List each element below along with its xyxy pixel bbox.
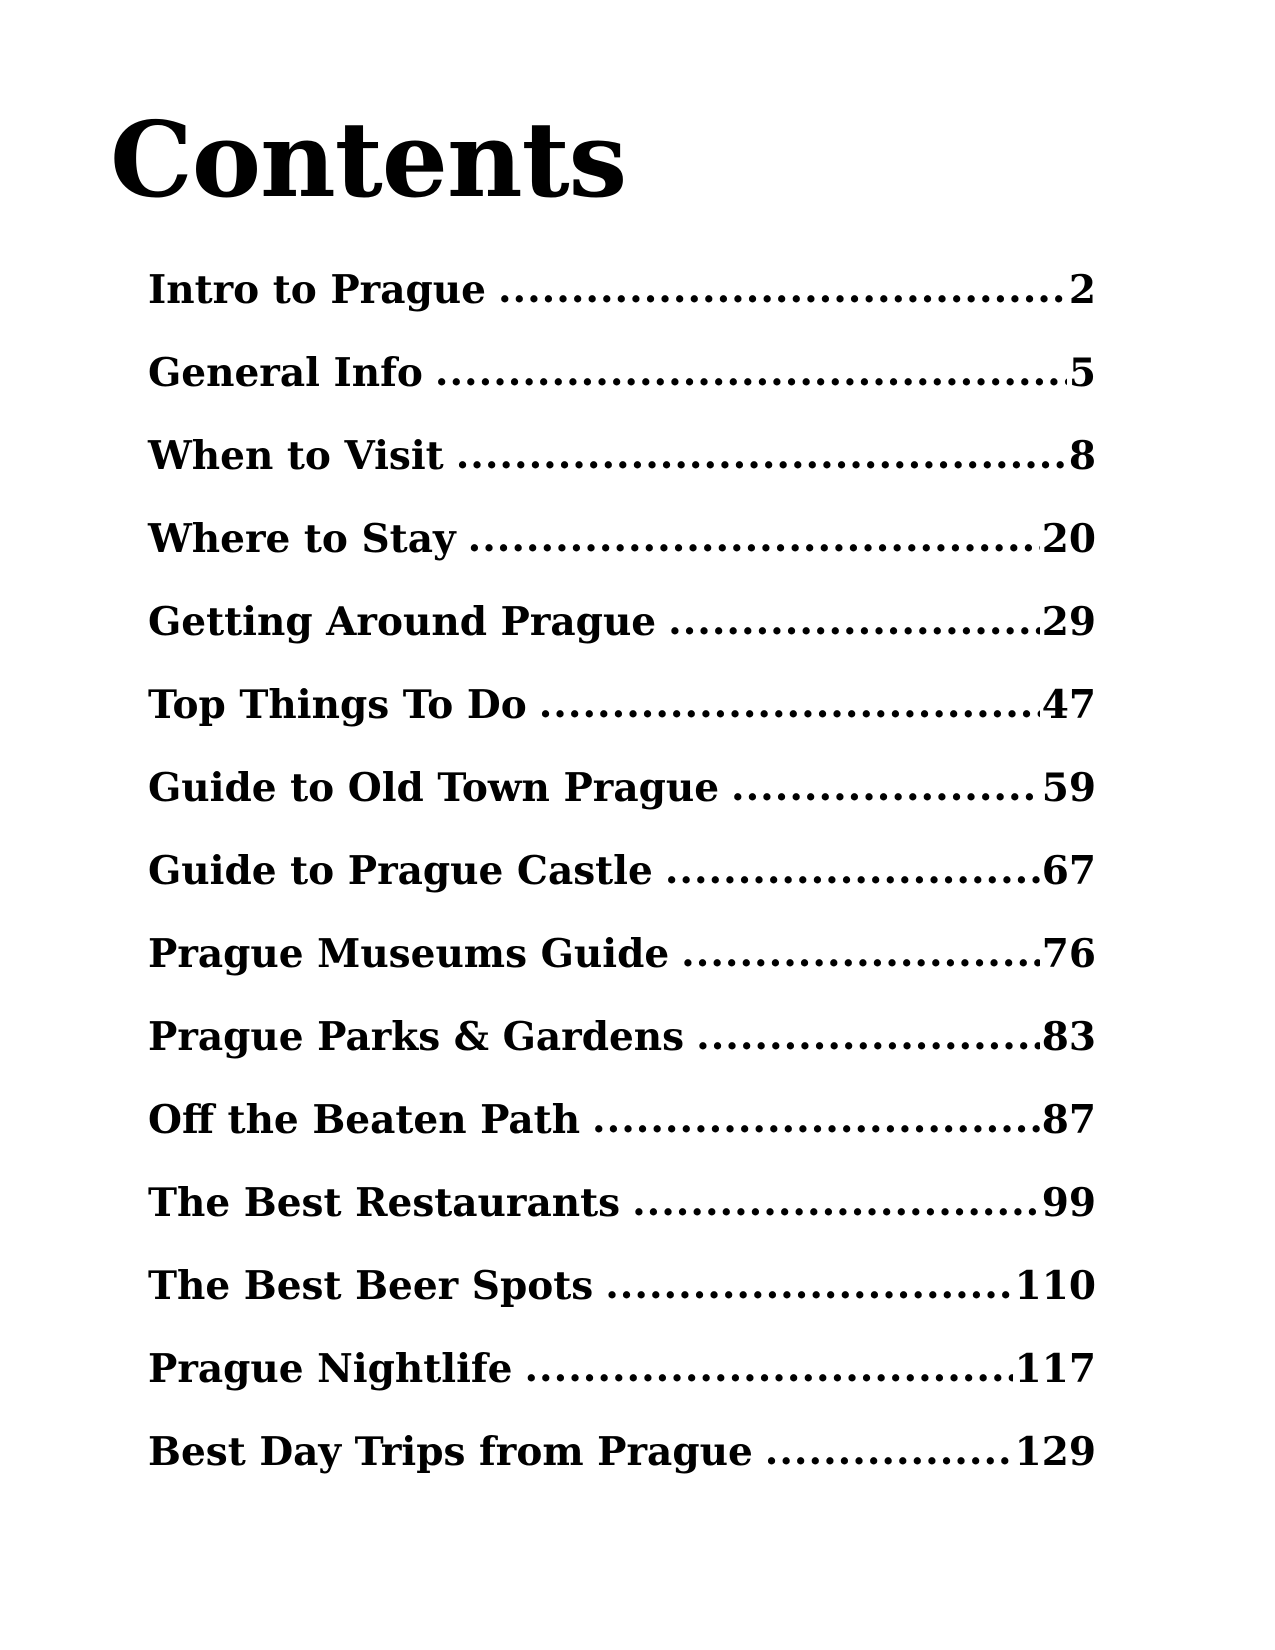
toc-page-number: 29 [1041,599,1096,645]
toc-page-number: 47 [1041,682,1096,728]
table-of-contents [148,268,1096,1513]
dot-leader [456,433,1067,478]
toc-entry-old-town[interactable] [148,766,1096,849]
toc-entry-label: Intro to Prague [148,267,486,313]
dot-leader [468,516,1040,561]
toc-page-number: 110 [1014,1263,1096,1309]
toc-entry-nightlife[interactable] [148,1347,1096,1430]
toc-entry-getting-around[interactable] [148,600,1096,683]
toc-entry-restaurants[interactable] [148,1181,1096,1264]
toc-entry-day-trips[interactable] [148,1430,1096,1513]
toc-entry-where-to-stay[interactable] [148,517,1096,600]
page-title: Contents [110,98,627,221]
dot-leader [539,682,1040,727]
toc-entry-label: Guide to Prague Castle [148,848,653,894]
toc-entry-label: Where to Stay [148,516,456,562]
dot-leader [681,931,1040,976]
toc-page-number: 99 [1041,1180,1096,1226]
toc-entry-prague-castle[interactable] [148,849,1096,932]
dot-leader [668,599,1040,644]
toc-page-number: 67 [1041,848,1096,894]
toc-entry-label: Getting Around Prague [148,599,657,645]
toc-page-number: 87 [1041,1097,1096,1143]
toc-entry-off-beaten-path[interactable] [148,1098,1096,1181]
dot-leader [498,267,1067,312]
toc-page-number: 8 [1068,433,1096,479]
toc-entry-label: Prague Nightlife [148,1346,513,1392]
toc-entry-museums[interactable] [148,932,1096,1015]
toc-entry-label: The Best Beer Spots [148,1263,594,1309]
toc-entry-label: The Best Restaurants [148,1180,621,1226]
toc-entry-label: General Info [148,350,423,396]
dot-leader [665,848,1040,893]
dot-leader [605,1263,1012,1308]
toc-page-number: 59 [1041,765,1096,811]
toc-entry-label: Top Things To Do [148,682,527,728]
toc-page-number: 76 [1041,931,1096,977]
toc-entry-parks-gardens[interactable] [148,1015,1096,1098]
toc-page-number: 129 [1014,1429,1096,1475]
toc-entry-when-to-visit[interactable] [148,434,1096,517]
toc-page-number: 2 [1068,267,1096,313]
toc-entry-label: Best Day Trips from Prague [148,1429,753,1475]
toc-entry-label: When to Visit [148,433,444,479]
toc-page-number: 20 [1041,516,1096,562]
toc-entry-label: Prague Parks & Gardens [148,1014,685,1060]
toc-entry-label: Guide to Old Town Prague [148,765,720,811]
toc-entry-top-things[interactable] [148,683,1096,766]
dot-leader [765,1429,1013,1474]
toc-page-number: 83 [1041,1014,1096,1060]
dot-leader [731,765,1040,810]
toc-page-number: 5 [1068,350,1096,396]
dot-leader [524,1346,1012,1391]
dot-leader [696,1014,1040,1059]
toc-entry-label: Prague Museums Guide [148,931,670,977]
toc-entry-label: Off the Beaten Path [148,1097,581,1143]
toc-page-number: 117 [1014,1346,1096,1392]
toc-entry-general-info[interactable] [148,351,1096,434]
dot-leader [632,1180,1040,1225]
dot-leader [592,1097,1040,1142]
dot-leader [435,350,1067,395]
toc-entry-beer-spots[interactable] [148,1264,1096,1347]
toc-entry-intro[interactable] [148,268,1096,351]
